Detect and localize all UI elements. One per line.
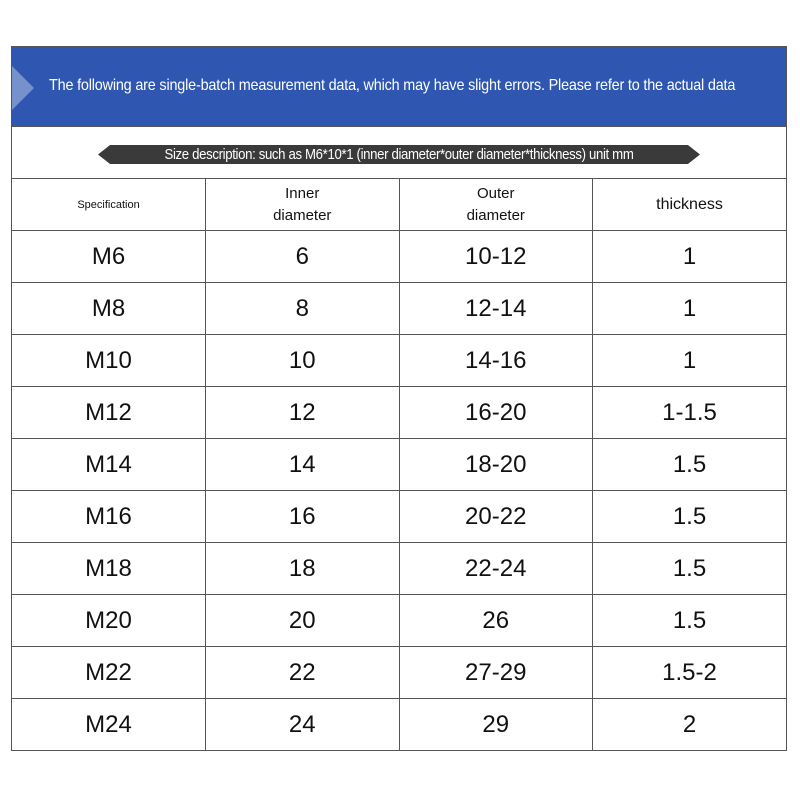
thickness-cell: 1 [593, 231, 787, 283]
inner-diameter-cell: 16 [206, 491, 400, 543]
outer-diameter-cell: 18-20 [399, 439, 593, 491]
inner-diameter-cell: 24 [206, 699, 400, 751]
header-outer-diameter [399, 179, 593, 231]
table-row [12, 439, 786, 491]
table-header-row [12, 179, 786, 231]
header-inner-diameter [206, 179, 400, 231]
outer-diameter-cell: 29 [399, 699, 593, 751]
thickness-cell: 1.5-2 [593, 647, 787, 699]
header-specification: Specification [12, 179, 206, 231]
specification-cell: M14 [12, 439, 206, 491]
outer-diameter-cell: 26 [399, 595, 593, 647]
table-row [12, 335, 786, 387]
table-row [12, 283, 786, 335]
header-outer-diameter-label: Outer diameter [466, 184, 525, 224]
inner-diameter-cell: 14 [206, 439, 400, 491]
thickness-cell: 1.5 [593, 543, 787, 595]
table-row [12, 595, 786, 647]
thickness-cell: 1 [593, 283, 787, 335]
table-row [12, 699, 786, 751]
specification-cell: M22 [12, 647, 206, 699]
arrow-icon [12, 66, 34, 110]
specification-cell: M20 [12, 595, 206, 647]
specification-cell: M16 [12, 491, 206, 543]
outer-diameter-cell: 10-12 [399, 231, 593, 283]
outer-diameter-cell: 16-20 [399, 387, 593, 439]
table-row [12, 491, 786, 543]
size-description-text: Size description: such as M6*10*1 (inner diameter*outer diameter*thickness) unit mm [164, 146, 634, 163]
outer-diameter-cell: 22-24 [399, 543, 593, 595]
inner-diameter-cell: 18 [206, 543, 400, 595]
outer-diameter-cell: 14-16 [399, 335, 593, 387]
thickness-cell: 1.5 [593, 491, 787, 543]
inner-diameter-cell: 20 [206, 595, 400, 647]
inner-diameter-cell: 6 [206, 231, 400, 283]
header-inner-diameter-label: Inner diameter [273, 184, 332, 224]
table-row [12, 647, 786, 699]
spec-table-body [12, 231, 786, 751]
inner-diameter-cell: 10 [206, 335, 400, 387]
table-row [12, 387, 786, 439]
disclaimer-text: The following are single-batch measurement data, which may have slight errors. Please refer to the actual data [49, 77, 736, 94]
thickness-cell: 1 [593, 335, 787, 387]
outer-diameter-cell: 20-22 [399, 491, 593, 543]
specification-cell: M24 [12, 699, 206, 751]
thickness-cell: 2 [593, 699, 787, 751]
outer-diameter-cell: 27-29 [399, 647, 593, 699]
inner-diameter-cell: 12 [206, 387, 400, 439]
size-description-row [12, 126, 786, 178]
specification-cell: M12 [12, 387, 206, 439]
specification-cell: M18 [12, 543, 206, 595]
specification-cell: M6 [12, 231, 206, 283]
spec-sheet [11, 46, 787, 751]
header-thickness: thickness [593, 179, 787, 231]
thickness-cell: 1.5 [593, 595, 787, 647]
table-row [12, 231, 786, 283]
specification-cell: M10 [12, 335, 206, 387]
outer-diameter-cell: 12-14 [399, 283, 593, 335]
disclaimer-banner [12, 47, 786, 126]
table-row [12, 543, 786, 595]
thickness-cell: 1.5 [593, 439, 787, 491]
specification-cell: M8 [12, 283, 206, 335]
spec-table [12, 178, 786, 750]
inner-diameter-cell: 8 [206, 283, 400, 335]
thickness-cell: 1-1.5 [593, 387, 787, 439]
inner-diameter-cell: 22 [206, 647, 400, 699]
